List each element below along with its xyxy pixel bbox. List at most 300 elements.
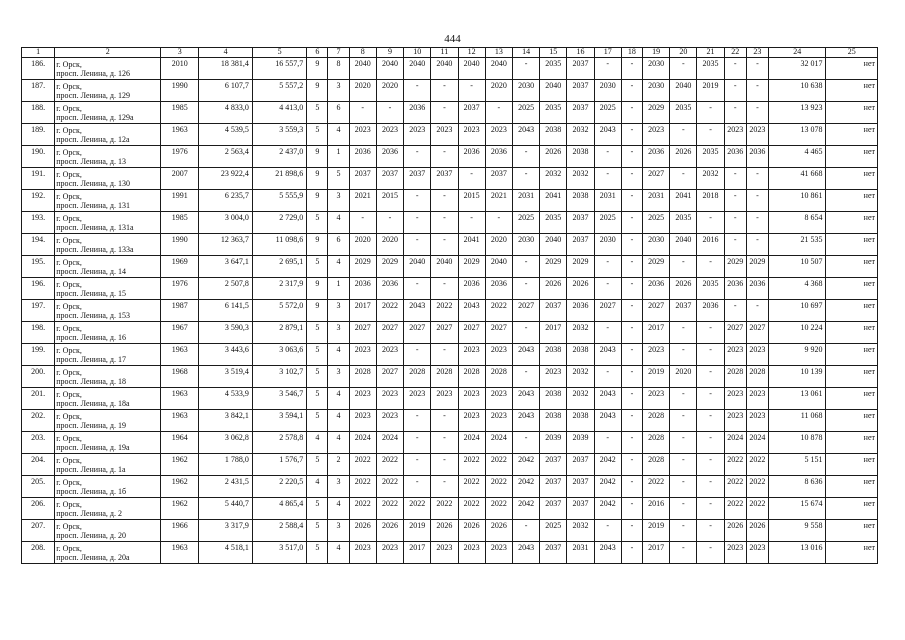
cell-col-6: 5 xyxy=(307,388,328,410)
cell-col-11: - xyxy=(431,454,458,476)
cell-col-9: 2036 xyxy=(376,146,403,168)
cell-col-10: 2036 xyxy=(404,102,431,124)
cell-col-20: 2026 xyxy=(670,146,697,168)
cell-col-3: 1969 xyxy=(161,256,199,278)
cell-col-19: 2023 xyxy=(643,124,670,146)
cell-col-23: 2028 xyxy=(746,366,768,388)
cell-col-25: нет xyxy=(826,146,878,168)
cell-col-18: - xyxy=(621,278,642,300)
cell-col-11: 2023 xyxy=(431,124,458,146)
cell-col-21: 2018 xyxy=(697,190,724,212)
cell-col-12: 2029 xyxy=(458,256,485,278)
cell-col-24: 11 068 xyxy=(769,410,826,432)
cell-col-18: - xyxy=(621,190,642,212)
cell-col-6: 5 xyxy=(307,124,328,146)
cell-col-12: 2028 xyxy=(458,366,485,388)
cell-col-7: 4 xyxy=(328,410,349,432)
cell-col-13: 2028 xyxy=(485,366,512,388)
cell-col-4: 6 141,5 xyxy=(199,300,252,322)
cell-col-15: 2037 xyxy=(540,476,567,498)
cell-col-3: 2010 xyxy=(161,58,199,80)
row-number: 205. xyxy=(22,476,55,498)
cell-col-24: 8 636 xyxy=(769,476,826,498)
cell-col-23: 2023 xyxy=(746,410,768,432)
cell-col-6: 4 xyxy=(307,432,328,454)
cell-col-9: 2022 xyxy=(376,476,403,498)
cell-col-25: нет xyxy=(826,234,878,256)
cell-col-12: 2024 xyxy=(458,432,485,454)
address-cell xyxy=(55,498,161,520)
column-number-header: 9 xyxy=(376,48,403,58)
cell-col-11: - xyxy=(431,344,458,366)
cell-col-15: 2040 xyxy=(540,80,567,102)
cell-col-10: - xyxy=(404,344,431,366)
cell-col-10: 2040 xyxy=(404,58,431,80)
cell-col-15: 2017 xyxy=(540,322,567,344)
cell-col-18: - xyxy=(621,300,642,322)
cell-col-22: 2036 xyxy=(724,278,746,300)
cell-col-8: 2017 xyxy=(349,300,376,322)
cell-col-4: 6 107,7 xyxy=(199,80,252,102)
address-city: г. Орск, xyxy=(56,324,82,333)
address-street: просп. Ленина, д. 1а xyxy=(56,465,126,474)
address-city: г. Орск, xyxy=(56,214,82,223)
address-city: г. Орск, xyxy=(56,82,82,91)
row-number: 187. xyxy=(22,80,55,102)
cell-col-16: 2032 xyxy=(567,124,594,146)
cell-col-7: 3 xyxy=(328,322,349,344)
cell-col-25: нет xyxy=(826,168,878,190)
cell-col-20: - xyxy=(670,256,697,278)
cell-col-8: 2037 xyxy=(349,168,376,190)
cell-col-13: 2040 xyxy=(485,256,512,278)
cell-col-7: 1 xyxy=(328,146,349,168)
cell-col-21: 2019 xyxy=(697,80,724,102)
cell-col-16: 2037 xyxy=(567,498,594,520)
table-row xyxy=(22,146,878,168)
cell-col-12: 2023 xyxy=(458,410,485,432)
cell-col-3: 1991 xyxy=(161,190,199,212)
cell-col-3: 1985 xyxy=(161,102,199,124)
cell-col-14: 2043 xyxy=(512,410,539,432)
cell-col-24: 41 668 xyxy=(769,168,826,190)
cell-col-25: нет xyxy=(826,322,878,344)
cell-col-5: 1 576,7 xyxy=(252,454,306,476)
cell-col-9: 2024 xyxy=(376,432,403,454)
cell-col-25: нет xyxy=(826,256,878,278)
cell-col-15: 2038 xyxy=(540,410,567,432)
cell-col-10: 2023 xyxy=(404,388,431,410)
cell-col-5: 2 729,0 xyxy=(252,212,306,234)
table-row xyxy=(22,168,878,190)
cell-col-18: - xyxy=(621,322,642,344)
cell-col-24: 13 061 xyxy=(769,388,826,410)
cell-col-16: 2026 xyxy=(567,278,594,300)
cell-col-4: 3 647,1 xyxy=(199,256,252,278)
cell-col-22: 2028 xyxy=(724,366,746,388)
cell-col-20: - xyxy=(670,498,697,520)
row-number: 206. xyxy=(22,498,55,520)
cell-col-19: 2028 xyxy=(643,410,670,432)
cell-col-18: - xyxy=(621,476,642,498)
cell-col-19: 2036 xyxy=(643,146,670,168)
cell-col-16: 2037 xyxy=(567,234,594,256)
cell-col-19: 2019 xyxy=(643,520,670,542)
cell-col-20: 2040 xyxy=(670,80,697,102)
address-cell xyxy=(55,322,161,344)
cell-col-20: 2041 xyxy=(670,190,697,212)
address-street: просп. Ленина, д. 129 xyxy=(56,91,130,100)
cell-col-20: - xyxy=(670,454,697,476)
cell-col-13: 2037 xyxy=(485,168,512,190)
cell-col-7: 3 xyxy=(328,476,349,498)
cell-col-4: 2 431,5 xyxy=(199,476,252,498)
address-cell xyxy=(55,520,161,542)
cell-col-13: 2023 xyxy=(485,542,512,564)
cell-col-8: - xyxy=(349,212,376,234)
cell-col-21: - xyxy=(697,498,724,520)
cell-col-21: - xyxy=(697,520,724,542)
cell-col-4: 5 440,7 xyxy=(199,498,252,520)
table-row xyxy=(22,542,878,564)
cell-col-6: 5 xyxy=(307,322,328,344)
address-street: просп. Ленина, д. 16 xyxy=(56,333,126,342)
row-number: 186. xyxy=(22,58,55,80)
cell-col-24: 4 368 xyxy=(769,278,826,300)
table-row xyxy=(22,124,878,146)
cell-col-17: 2043 xyxy=(594,388,621,410)
cell-col-15: 2035 xyxy=(540,212,567,234)
address-street: просп. Ленина, д. 1б xyxy=(56,487,127,496)
cell-col-4: 2 507,8 xyxy=(199,278,252,300)
cell-col-23: 2022 xyxy=(746,498,768,520)
cell-col-16: 2038 xyxy=(567,146,594,168)
address-city: г. Орск, xyxy=(56,368,82,377)
cell-col-7: 3 xyxy=(328,190,349,212)
address-cell xyxy=(55,234,161,256)
cell-col-18: - xyxy=(621,146,642,168)
cell-col-7: 8 xyxy=(328,58,349,80)
table-row xyxy=(22,256,878,278)
cell-col-17: - xyxy=(594,520,621,542)
cell-col-22: 2023 xyxy=(724,542,746,564)
cell-col-3: 1963 xyxy=(161,410,199,432)
cell-col-9: 2023 xyxy=(376,388,403,410)
cell-col-3: 1964 xyxy=(161,432,199,454)
cell-col-24: 10 861 xyxy=(769,190,826,212)
cell-col-7: 4 xyxy=(328,344,349,366)
row-number: 197. xyxy=(22,300,55,322)
cell-col-14: - xyxy=(512,168,539,190)
cell-col-15: 2041 xyxy=(540,190,567,212)
address-street: просп. Ленина, д. 153 xyxy=(56,311,130,320)
cell-col-23: 2023 xyxy=(746,388,768,410)
cell-col-11: - xyxy=(431,102,458,124)
cell-col-11: 2027 xyxy=(431,322,458,344)
cell-col-14: - xyxy=(512,322,539,344)
cell-col-22: 2022 xyxy=(724,454,746,476)
cell-col-17: 2042 xyxy=(594,476,621,498)
cell-col-15: 2037 xyxy=(540,454,567,476)
cell-col-11: - xyxy=(431,234,458,256)
cell-col-23: 2023 xyxy=(746,124,768,146)
cell-col-8: 2023 xyxy=(349,410,376,432)
cell-col-5: 4 413,0 xyxy=(252,102,306,124)
address-street: просп. Ленина, д. 15 xyxy=(56,289,126,298)
cell-col-20: - xyxy=(670,168,697,190)
address-street: просп. Ленина, д. 19 xyxy=(56,421,126,430)
cell-col-14: - xyxy=(512,278,539,300)
address-street: просп. Ленина, д. 131а xyxy=(56,223,134,232)
cell-col-6: 5 xyxy=(307,366,328,388)
cell-col-3: 1976 xyxy=(161,146,199,168)
table-row xyxy=(22,278,878,300)
cell-col-4: 23 922,4 xyxy=(199,168,252,190)
column-number-header: 22 xyxy=(724,48,746,58)
cell-col-19: 2036 xyxy=(643,278,670,300)
address-street: просп. Ленина, д. 2 xyxy=(56,509,122,518)
row-number: 189. xyxy=(22,124,55,146)
cell-col-13: 2022 xyxy=(485,476,512,498)
address-city: г. Орск, xyxy=(56,390,82,399)
table-row xyxy=(22,410,878,432)
cell-col-21: - xyxy=(697,454,724,476)
cell-col-21: - xyxy=(697,366,724,388)
cell-col-16: 2037 xyxy=(567,212,594,234)
header-row xyxy=(22,48,878,58)
cell-col-14: 2042 xyxy=(512,498,539,520)
address-street: просп. Ленина, д. 133а xyxy=(56,245,134,254)
cell-col-20: - xyxy=(670,124,697,146)
cell-col-7: 1 xyxy=(328,278,349,300)
cell-col-24: 32 017 xyxy=(769,58,826,80)
cell-col-9: 2022 xyxy=(376,300,403,322)
cell-col-17: 2043 xyxy=(594,124,621,146)
cell-col-13: 2023 xyxy=(485,388,512,410)
cell-col-21: - xyxy=(697,344,724,366)
cell-col-22: - xyxy=(724,58,746,80)
cell-col-11: 2028 xyxy=(431,366,458,388)
cell-col-16: 2032 xyxy=(567,366,594,388)
cell-col-23: 2023 xyxy=(746,542,768,564)
cell-col-7: 2 xyxy=(328,454,349,476)
cell-col-6: 9 xyxy=(307,234,328,256)
cell-col-5: 3 594,1 xyxy=(252,410,306,432)
cell-col-13: 2021 xyxy=(485,190,512,212)
cell-col-9: 2015 xyxy=(376,190,403,212)
cell-col-8: 2023 xyxy=(349,344,376,366)
cell-col-6: 9 xyxy=(307,58,328,80)
cell-col-18: - xyxy=(621,520,642,542)
cell-col-20: 2035 xyxy=(670,102,697,124)
cell-col-9: 2023 xyxy=(376,410,403,432)
cell-col-7: 3 xyxy=(328,80,349,102)
cell-col-5: 2 578,8 xyxy=(252,432,306,454)
cell-col-22: - xyxy=(724,212,746,234)
cell-col-23: 2029 xyxy=(746,256,768,278)
cell-col-11: - xyxy=(431,146,458,168)
table-row xyxy=(22,58,878,80)
address-city: г. Орск, xyxy=(56,522,82,531)
cell-col-12: 2026 xyxy=(458,520,485,542)
address-cell xyxy=(55,300,161,322)
cell-col-8: 2023 xyxy=(349,124,376,146)
cell-col-5: 21 898,6 xyxy=(252,168,306,190)
cell-col-23: 2024 xyxy=(746,432,768,454)
address-street: просп. Ленина, д. 20 xyxy=(56,531,126,540)
cell-col-22: 2027 xyxy=(724,322,746,344)
cell-col-13: - xyxy=(485,212,512,234)
column-number-header: 23 xyxy=(746,48,768,58)
cell-col-7: 6 xyxy=(328,102,349,124)
table-row xyxy=(22,344,878,366)
address-cell xyxy=(55,190,161,212)
cell-col-15: 2029 xyxy=(540,256,567,278)
cell-col-23: - xyxy=(746,168,768,190)
cell-col-3: 1985 xyxy=(161,212,199,234)
table-row xyxy=(22,388,878,410)
cell-col-23: 2036 xyxy=(746,146,768,168)
address-cell xyxy=(55,256,161,278)
cell-col-9: 2022 xyxy=(376,454,403,476)
cell-col-12: 2036 xyxy=(458,146,485,168)
address-city: г. Орск, xyxy=(56,456,82,465)
cell-col-11: 2037 xyxy=(431,168,458,190)
cell-col-7: 3 xyxy=(328,300,349,322)
cell-col-7: 4 xyxy=(328,256,349,278)
cell-col-4: 4 533,9 xyxy=(199,388,252,410)
cell-col-21: - xyxy=(697,542,724,564)
cell-col-12: 2037 xyxy=(458,102,485,124)
row-number: 200. xyxy=(22,366,55,388)
cell-col-17: 2025 xyxy=(594,212,621,234)
column-number-header: 24 xyxy=(769,48,826,58)
cell-col-20: 2020 xyxy=(670,366,697,388)
cell-col-16: 2037 xyxy=(567,454,594,476)
table-row xyxy=(22,322,878,344)
cell-col-20: 2037 xyxy=(670,300,697,322)
cell-col-20: - xyxy=(670,344,697,366)
cell-col-10: - xyxy=(404,190,431,212)
cell-col-8: 2026 xyxy=(349,520,376,542)
column-number-header: 8 xyxy=(349,48,376,58)
cell-col-25: нет xyxy=(826,58,878,80)
cell-col-6: 9 xyxy=(307,300,328,322)
cell-col-22: - xyxy=(724,102,746,124)
cell-col-13: 2022 xyxy=(485,300,512,322)
row-number: 194. xyxy=(22,234,55,256)
row-number: 201. xyxy=(22,388,55,410)
cell-col-22: 2023 xyxy=(724,344,746,366)
cell-col-21: - xyxy=(697,256,724,278)
cell-col-10: 2040 xyxy=(404,256,431,278)
cell-col-7: 6 xyxy=(328,234,349,256)
cell-col-9: 2020 xyxy=(376,234,403,256)
cell-col-5: 4 865,4 xyxy=(252,498,306,520)
cell-col-18: - xyxy=(621,256,642,278)
cell-col-3: 1962 xyxy=(161,454,199,476)
cell-col-14: 2042 xyxy=(512,476,539,498)
cell-col-16: 2037 xyxy=(567,80,594,102)
cell-col-14: 2042 xyxy=(512,454,539,476)
cell-col-18: - xyxy=(621,80,642,102)
cell-col-24: 10 224 xyxy=(769,322,826,344)
cell-col-12: 2023 xyxy=(458,344,485,366)
cell-col-12: - xyxy=(458,212,485,234)
cell-col-25: нет xyxy=(826,102,878,124)
cell-col-18: - xyxy=(621,410,642,432)
cell-col-4: 3 062,8 xyxy=(199,432,252,454)
cell-col-12: 2023 xyxy=(458,542,485,564)
cell-col-10: 2023 xyxy=(404,124,431,146)
cell-col-13: 2020 xyxy=(485,234,512,256)
cell-col-12: - xyxy=(458,80,485,102)
cell-col-25: нет xyxy=(826,498,878,520)
cell-col-3: 1990 xyxy=(161,80,199,102)
cell-col-22: 2023 xyxy=(724,410,746,432)
cell-col-3: 1968 xyxy=(161,366,199,388)
column-number-header: 12 xyxy=(458,48,485,58)
cell-col-16: 2032 xyxy=(567,168,594,190)
cell-col-4: 3 842,1 xyxy=(199,410,252,432)
address-street: просп. Ленина, д. 20а xyxy=(56,553,130,562)
row-number: 195. xyxy=(22,256,55,278)
cell-col-3: 1962 xyxy=(161,476,199,498)
cell-col-22: 2029 xyxy=(724,256,746,278)
cell-col-17: 2043 xyxy=(594,344,621,366)
cell-col-8: 2027 xyxy=(349,322,376,344)
address-street: просп. Ленина, д. 17 xyxy=(56,355,126,364)
cell-col-12: - xyxy=(458,168,485,190)
cell-col-8: 2029 xyxy=(349,256,376,278)
cell-col-10: - xyxy=(404,410,431,432)
cell-col-24: 10 507 xyxy=(769,256,826,278)
cell-col-24: 13 078 xyxy=(769,124,826,146)
cell-col-13: 2023 xyxy=(485,410,512,432)
cell-col-17: 2042 xyxy=(594,454,621,476)
address-cell xyxy=(55,388,161,410)
cell-col-22: 2023 xyxy=(724,124,746,146)
cell-col-24: 9 920 xyxy=(769,344,826,366)
cell-col-22: - xyxy=(724,190,746,212)
cell-col-15: 2032 xyxy=(540,168,567,190)
cell-col-6: 5 xyxy=(307,256,328,278)
table-row xyxy=(22,366,878,388)
cell-col-18: - xyxy=(621,432,642,454)
cell-col-5: 2 879,1 xyxy=(252,322,306,344)
cell-col-22: 2024 xyxy=(724,432,746,454)
address-street: просп. Ленина, д. 126 xyxy=(56,69,130,78)
cell-col-10: - xyxy=(404,278,431,300)
cell-col-11: - xyxy=(431,476,458,498)
cell-col-5: 16 557,7 xyxy=(252,58,306,80)
cell-col-10: - xyxy=(404,432,431,454)
cell-col-19: 2022 xyxy=(643,476,670,498)
cell-col-13: 2023 xyxy=(485,124,512,146)
cell-col-8: 2022 xyxy=(349,498,376,520)
cell-col-11: 2022 xyxy=(431,498,458,520)
address-street: просп. Ленина, д. 19а xyxy=(56,443,130,452)
cell-col-15: 2023 xyxy=(540,366,567,388)
cell-col-14: - xyxy=(512,256,539,278)
cell-col-24: 13 016 xyxy=(769,542,826,564)
cell-col-21: - xyxy=(697,476,724,498)
cell-col-6: 5 xyxy=(307,410,328,432)
row-number: 190. xyxy=(22,146,55,168)
cell-col-17: 2030 xyxy=(594,80,621,102)
cell-col-3: 1976 xyxy=(161,278,199,300)
table-row xyxy=(22,454,878,476)
